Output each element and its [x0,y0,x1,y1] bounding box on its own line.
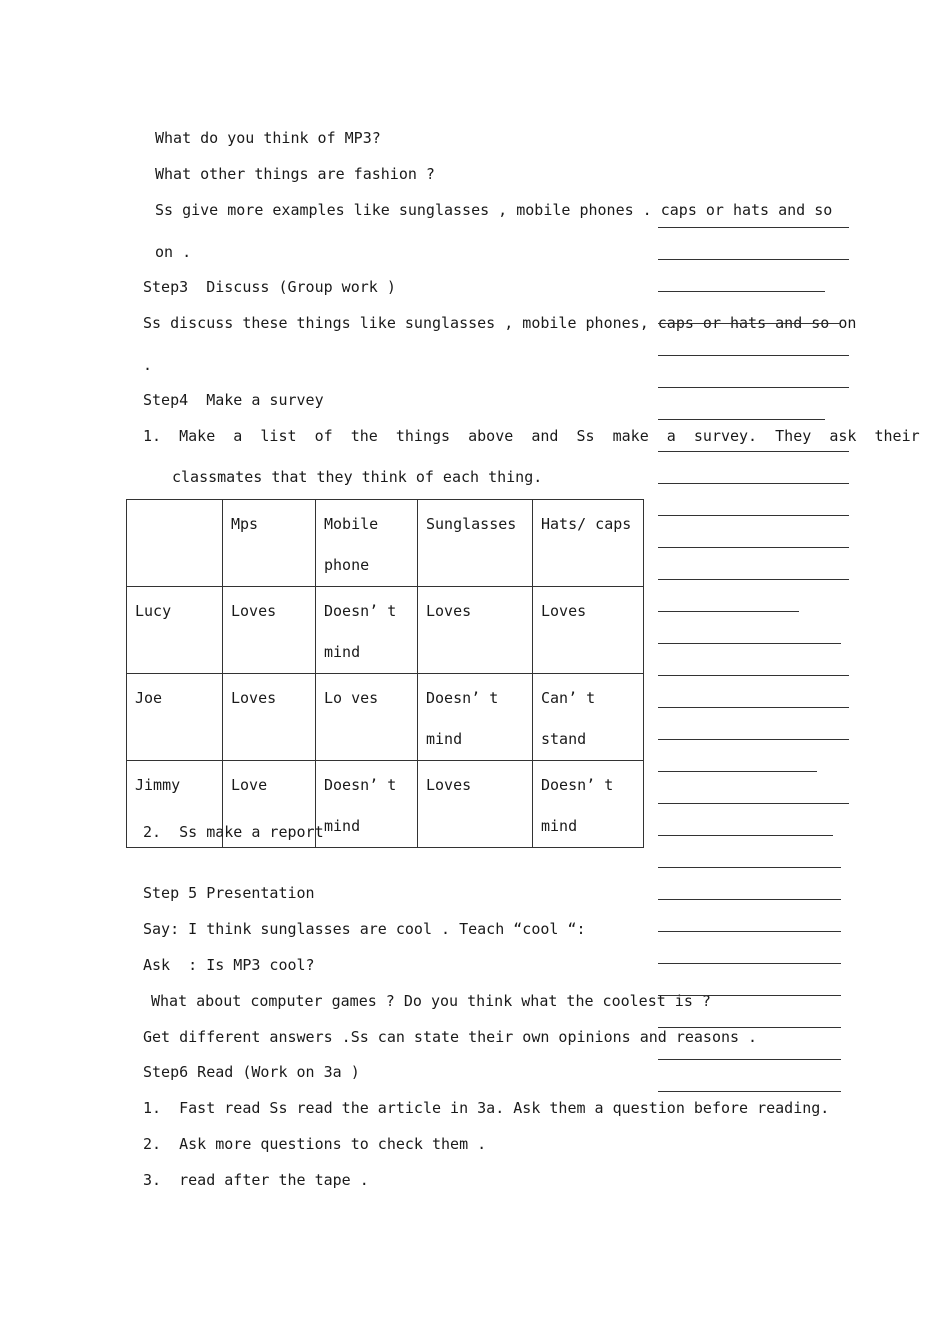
table-cell: Loves [418,761,533,848]
survey-table [126,499,644,848]
step4-heading: Step4 Make a survey [143,391,324,409]
margin-rule [658,643,841,644]
margin-rule [658,515,849,516]
step4-item-2: 2. Ss make a report [143,823,324,841]
margin-rule [658,579,849,580]
margin-rule [658,323,841,324]
step3-heading: Step3 Discuss (Group work ) [143,278,396,296]
margin-rule [658,995,841,996]
table-header-row [127,500,644,587]
margin-rule [658,611,799,612]
margin-rule [658,739,849,740]
examples-text: Ss give more examples like sunglasses , mobile phones . caps or hats and so [155,201,833,219]
margin-rule [658,1091,841,1092]
question-fashion: What other things are fashion ? [155,165,435,183]
margin-rule [658,931,841,932]
table-header-cell: Mobile phone [316,500,418,587]
step4-item-1-cont: classmates that they think of each thing. [172,468,543,486]
step3-text-cont: . [143,356,153,374]
table-row [127,587,644,674]
margin-rule [658,259,849,260]
step6-heading: Step6 Read (Work on 3a ) [143,1063,360,1081]
margin-rule [658,963,841,964]
margin-rule [658,1059,841,1060]
margin-rule [658,227,849,228]
table-cell: Love [223,761,316,848]
examples-text-cont: on . [155,243,192,261]
margin-rule [658,387,849,388]
margin-rule [658,483,849,484]
step6-item-2: 2. Ask more questions to check them . [143,1135,487,1153]
question-mp3: What do you think of MP3? [155,129,381,147]
margin-rule [658,771,817,772]
table-header-cell: Sunglasses [418,500,533,587]
step6-item-3: 3. read after the tape . [143,1171,369,1189]
step5-answers: Get different answers .Ss can state their own opinions and reasons . [143,1028,758,1046]
table-cell: Loves [418,587,533,674]
table-cell: Doesn’ t mind [533,761,644,848]
margin-rule [658,547,849,548]
table-cell: Jimmy [127,761,223,848]
table-cell: Lo ves [316,674,418,761]
table-header-cell: Hats/ caps [533,500,644,587]
table-header-cell: Mps [223,500,316,587]
table-cell: Joe [127,674,223,761]
margin-rule [658,835,833,836]
table-cell: Loves [533,587,644,674]
margin-rule [658,419,825,420]
step5-heading: Step 5 Presentation [143,884,315,902]
table-cell: Loves [223,587,316,674]
margin-rule [658,899,841,900]
margin-rule [658,1027,841,1028]
step4-item-1: 1. Make a list of the things above and Ss make a survey. They ask their [143,427,920,445]
step5-ask: Ask : Is MP3 cool? [143,956,315,974]
table-cell: Doesn’ t mind [316,587,418,674]
table-cell: Doesn’ t mind [316,761,418,848]
table-row [127,674,644,761]
margin-rule [658,867,841,868]
table-cell: Doesn’ t mind [418,674,533,761]
step5-say: Say: I think sunglasses are cool . Teach “cool “: [143,920,586,938]
table-cell [127,500,223,587]
margin-rule [658,451,849,452]
margin-rule [658,355,849,356]
table-cell: Lucy [127,587,223,674]
table-cell: Loves [223,674,316,761]
margin-rule [658,291,825,292]
margin-rule [658,707,849,708]
table-cell: Can’ t stand [533,674,644,761]
margin-rule [658,803,849,804]
margin-rule [658,675,849,676]
step3-text: Ss discuss these things like sunglasses , mobile phones, caps or hats and so on [143,314,857,332]
step6-item-1: 1. Fast read Ss read the article in 3a. Ask them a question before reading. [143,1099,830,1117]
step5-question: What about computer games ? Do you think what the coolest is ? [151,992,711,1010]
